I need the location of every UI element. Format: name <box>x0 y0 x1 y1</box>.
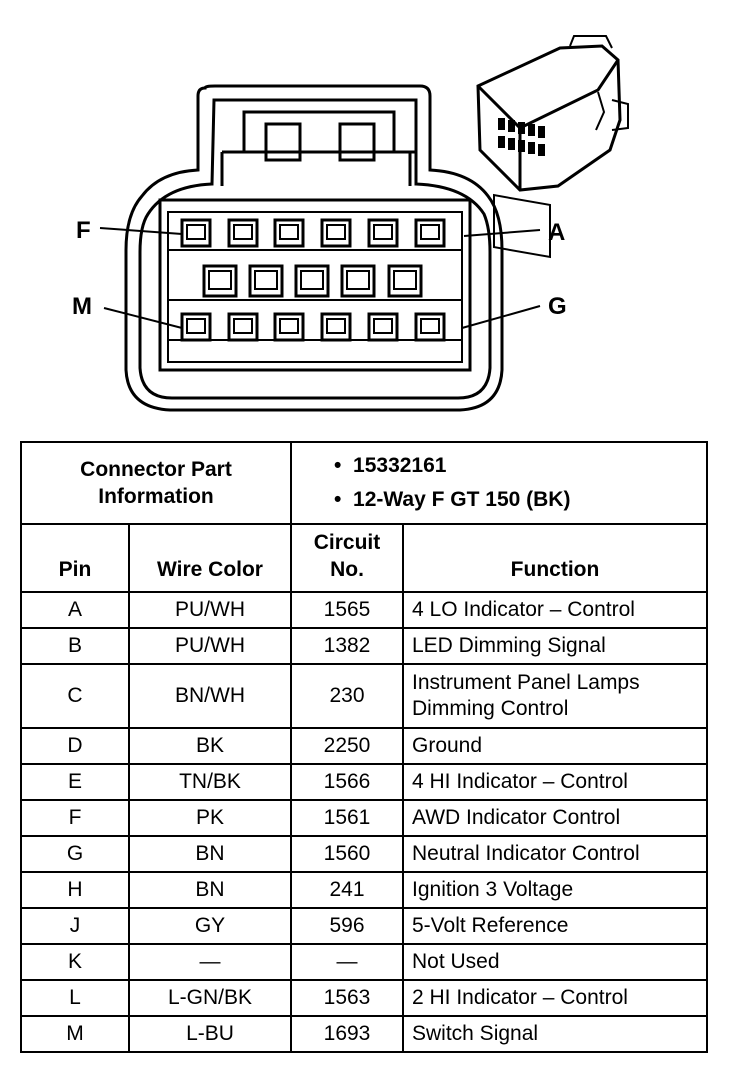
pin-cavity-middle-terminal <box>209 271 231 289</box>
pin-row <box>21 592 707 628</box>
pin-cavity-bottom-terminal <box>234 319 252 333</box>
wire-color-cell: PU/WH <box>129 628 291 664</box>
function-cell <box>403 592 707 628</box>
pin-cavity-bottom-terminal <box>280 319 298 333</box>
connector-description: 12-Way F GT 150 (BK) <box>353 488 571 511</box>
wire-color-cell: PK <box>129 800 291 836</box>
circuit-cell: 230 <box>291 664 403 728</box>
pin-cell: K <box>21 944 129 980</box>
pin-label-f: F <box>76 217 91 244</box>
pin-cell: G <box>21 836 129 872</box>
function-cell <box>403 908 707 944</box>
sketch-pin <box>518 122 525 134</box>
function-line: Switch Signal <box>412 1022 539 1045</box>
pin-cavity-top-terminal <box>280 225 298 239</box>
function-cell <box>403 800 707 836</box>
sketch-pin <box>508 120 515 132</box>
pin-cell: H <box>21 872 129 908</box>
wire-color-cell: TN/BK <box>129 764 291 800</box>
function-line: 5-Volt Reference <box>412 914 569 937</box>
header-wire-color: Wire Color <box>129 524 291 592</box>
connector-latch <box>222 112 416 186</box>
circuit-cell: 1565 <box>291 592 403 628</box>
pin-cavity-middle-terminal <box>394 271 416 289</box>
pin-row <box>21 836 707 872</box>
pin-cavity-middle-terminal <box>301 271 323 289</box>
function-line: 4 HI Indicator – Control <box>412 770 628 793</box>
pin-cell: D <box>21 728 129 764</box>
circuit-cell: 241 <box>291 872 403 908</box>
circuit-cell: 1693 <box>291 1016 403 1052</box>
function-cell <box>403 664 707 728</box>
pin-row <box>21 664 707 728</box>
connector-pin-table <box>20 441 708 1053</box>
pin-cavity-top-terminal <box>187 225 205 239</box>
pin-row <box>21 1016 707 1052</box>
circuit-cell: 1563 <box>291 980 403 1016</box>
wire-color-cell: — <box>129 944 291 980</box>
function-cell <box>403 872 707 908</box>
circuit-cell: 1561 <box>291 800 403 836</box>
circuit-cell: 596 <box>291 908 403 944</box>
function-cell <box>403 628 707 664</box>
pin-cell: C <box>21 664 129 728</box>
function-cell <box>403 980 707 1016</box>
sketch-pin <box>508 138 515 150</box>
pin-cavity-bottom-terminal <box>421 319 439 333</box>
header-circuit: Circuit No. <box>291 524 403 592</box>
function-line: LED Dimming Signal <box>412 634 606 657</box>
column-header-row <box>21 524 707 592</box>
function-line: 4 LO Indicator – Control <box>412 598 635 621</box>
pin-row <box>21 800 707 836</box>
connector-part-info-row <box>21 442 707 524</box>
function-line: Dimming Control <box>412 697 569 720</box>
pin-label-g: G <box>548 293 567 320</box>
circuit-cell: 1560 <box>291 836 403 872</box>
header-pin: Pin <box>21 524 129 592</box>
sketch-pin <box>538 144 545 156</box>
wire-color-cell: BN <box>129 836 291 872</box>
wire-color-cell: BN/WH <box>129 664 291 728</box>
pin-cell: L <box>21 980 129 1016</box>
pin-cell: F <box>21 800 129 836</box>
circuit-cell: 1566 <box>291 764 403 800</box>
pin-cell: A <box>21 592 129 628</box>
wire-color-cell: L-BU <box>129 1016 291 1052</box>
pin-label-a: A <box>548 219 566 246</box>
wire-color-cell: BN <box>129 872 291 908</box>
part-info-item <box>334 483 706 517</box>
pin-row <box>21 908 707 944</box>
pin-row <box>21 944 707 980</box>
header-function: Function <box>403 524 707 592</box>
function-cell <box>403 764 707 800</box>
circuit-cell: — <box>291 944 403 980</box>
pin-cavity-top-terminal <box>421 225 439 239</box>
pin-cavity-middle-terminal <box>347 271 369 289</box>
pin-row <box>21 980 707 1016</box>
pin-row <box>21 728 707 764</box>
pin-cavity-top-terminal <box>234 225 252 239</box>
function-line: AWD Indicator Control <box>412 806 621 829</box>
function-cell <box>403 728 707 764</box>
part-info-item <box>334 449 706 483</box>
sketch-pin <box>518 140 525 152</box>
pin-row <box>21 872 707 908</box>
function-cell <box>403 836 707 872</box>
wire-color-cell: PU/WH <box>129 592 291 628</box>
sketch-pin <box>498 136 505 148</box>
sketch-pin <box>498 118 505 130</box>
function-line: Neutral Indicator Control <box>412 842 640 865</box>
function-line: 2 HI Indicator – Control <box>412 986 628 1009</box>
pin-row <box>21 764 707 800</box>
function-line: Not Used <box>412 950 500 973</box>
bullet: • <box>334 454 342 477</box>
function-line: Instrument Panel Lamps <box>412 671 640 694</box>
function-cell <box>403 944 707 980</box>
circuit-cell: 2250 <box>291 728 403 764</box>
wire-color-cell: BK <box>129 728 291 764</box>
connector-part-label-line2: Information <box>98 485 214 508</box>
wire-color-cell: L-GN/BK <box>129 980 291 1016</box>
pin-cavity-top-terminal <box>374 225 392 239</box>
pin-cavity-middle-terminal <box>255 271 277 289</box>
sketch-pin <box>528 142 535 154</box>
sketch-pin <box>538 126 545 138</box>
wire-color-cell: GY <box>129 908 291 944</box>
pin-cavity-top-terminal <box>327 225 345 239</box>
pin-cell: E <box>21 764 129 800</box>
part-number: 15332161 <box>353 454 447 477</box>
pin-cavity-bottom-terminal <box>374 319 392 333</box>
function-cell <box>403 1016 707 1052</box>
pin-cavity-bottom-terminal <box>327 319 345 333</box>
pin-cell: J <box>21 908 129 944</box>
function-line: Ignition 3 Voltage <box>412 878 574 901</box>
pin-label-m: M <box>72 293 92 320</box>
pin-cavity-bottom-terminal <box>187 319 205 333</box>
pin-cell: M <box>21 1016 129 1052</box>
sketch-pin <box>528 124 535 136</box>
connector-part-label-line1: Connector Part <box>80 458 232 481</box>
circuit-cell: 1382 <box>291 628 403 664</box>
connector-part-label <box>21 442 291 524</box>
function-line: Ground <box>412 734 483 757</box>
part-info-list <box>291 442 707 524</box>
pin-cell: B <box>21 628 129 664</box>
pin-row <box>21 628 707 664</box>
connector-face-diagram <box>0 0 736 430</box>
bullet: • <box>334 488 342 511</box>
